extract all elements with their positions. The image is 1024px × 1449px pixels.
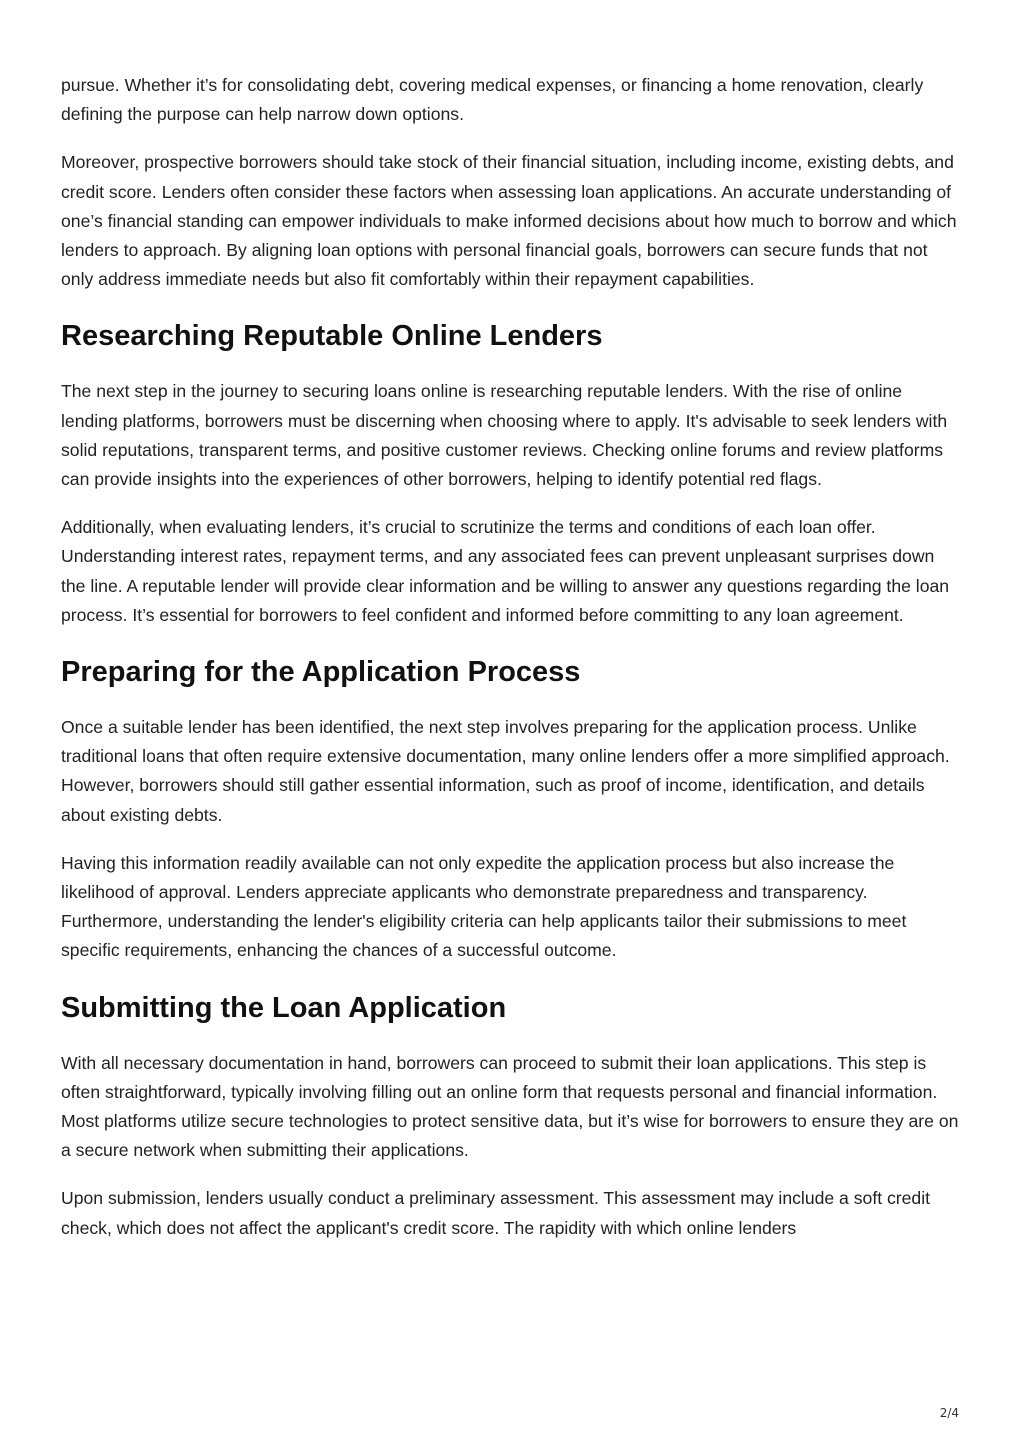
section-heading-preparing-application: Preparing for the Application Process — [61, 656, 581, 689]
intro-paragraph-2: Moreover, prospective borrowers should take stock of their financial situation, including income, existing debts, and credit score. Lenders often consider these factors when assessing loan applications. An accurate understanding of one’s financial standing can empower individuals to make informed decisions about how much to borrow and which lenders to approach. By aligning loan options with personal financial goals, borrowers can secure funds that not only address immediate needs but also fit comfortably within their repayment capabilities. — [61, 152, 957, 290]
section-heading-researching-lenders: Researching Reputable Online Lenders — [61, 320, 603, 353]
document-page — [61, 71, 963, 1262]
section-3-paragraph-1: With all necessary documentation in hand, borrowers can proceed to submit their loan applications. This step is often straightforward, typically involving filling out an online form that requests personal and financial information. Most platforms utilize secure technologies to protect sensitive data, but it’s wise for borrowers to ensure they are on a secure network when submitting their applications. — [61, 1052, 959, 1161]
section-1-paragraph-1: The next step in the journey to securing loans online is researching reputable lenders. With the rise of online lending platforms, borrowers must be discerning when choosing where to apply. It's advisable to seek lenders with solid reputations, transparent terms, and positive customer reviews. Checking online forums and review platforms can provide insights into the experiences of other borrowers, helping to identify potential red flags. — [61, 381, 948, 490]
section-1-paragraph-2: Additionally, when evaluating lenders, it’s crucial to scrutinize the terms and conditions of each loan offer. Understanding interest rates, repayment terms, and any associated fees can prevent unpleasant surprises down the line. A reputable lender will provide clear information and be willing to answer any questions regarding the loan process. It’s essential for borrowers to feel confident and informed before committing to any loan agreement. — [61, 517, 950, 625]
section-2-paragraph-2: Having this information readily available can not only expedite the application process but also increase the likelihood of approval. Lenders appreciate applicants who demonstrate preparedness and transparency. Furthermore, understanding the lender's eligibility criteria can help applicants tailor their submissions to meet specific requirements, enhancing the chances of a successful outcome. — [61, 852, 907, 961]
page-number: 2/4 — [939, 1406, 959, 1420]
intro-paragraph-1: pursue. Whether it’s for consolidating debt, covering medical expenses, or financing a home renovation, clearly defining the purpose can help narrow down options. — [61, 75, 924, 125]
section-2-paragraph-1: Once a suitable lender has been identified, the next step involves preparing for the application process. Unlike traditional loans that often require extensive documentation, many online lenders offer a more simplified approach. However, borrowers should still gather essential information, such as proof of income, identification, and details about existing debts. — [61, 717, 950, 825]
section-heading-submitting-application: Submitting the Loan Application — [61, 991, 507, 1024]
section-3-paragraph-2: Upon submission, lenders usually conduct a preliminary assessment. This assessment may include a soft credit check, which does not affect the applicant's credit score. The rapidity with which online lenders — [61, 1188, 931, 1238]
